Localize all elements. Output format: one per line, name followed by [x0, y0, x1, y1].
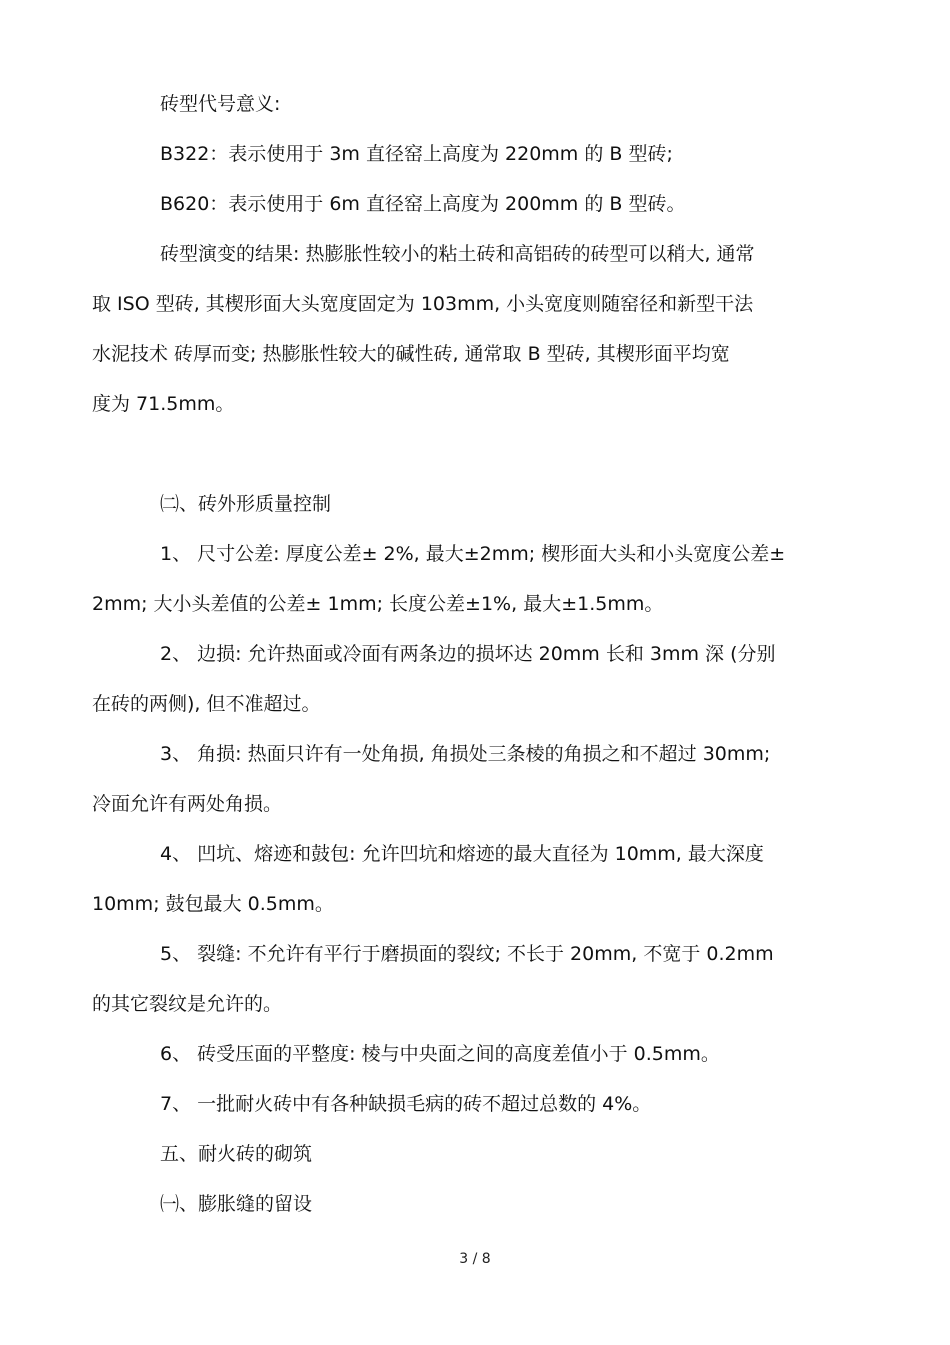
paragraph-evolution-line-3: 水泥技术 砖厚而变; 热膨胀性较大的碱性砖, 通常取 B 型砖, 其楔形面平均宽 — [92, 343, 730, 365]
list-item-4-line-2: 10mm; 鼓包最大 0.5mm。 — [92, 893, 334, 915]
list-item-6: 6、 砖受压面的平整度: 棱与中央面之间的高度差值小于 0.5mm。 — [160, 1043, 720, 1065]
paragraph-b322: B322：表示使用于 3m 直径窑上高度为 220mm 的 B 型砖; — [160, 143, 673, 165]
list-item-4-line-1: 4、 凹坑、熔迹和鼓包: 允许凹坑和熔迹的最大直径为 10mm, 最大深度 — [160, 843, 764, 865]
list-item-7: 7、 一批耐火砖中有各种缺损毛病的砖不超过总数的 4%。 — [160, 1093, 652, 1115]
heading-brick-code-meaning: 砖型代号意义: — [160, 93, 281, 115]
list-item-3-line-2: 冷面允许有两处角损。 — [92, 793, 283, 815]
paragraph-b620: B620：表示使用于 6m 直径窑上高度为 200mm 的 B 型砖。 — [160, 193, 686, 215]
paragraph-evolution-line-1: 砖型演变的结果: 热膨胀性较小的粘土砖和高铝砖的砖型可以稍大, 通常 — [160, 243, 755, 265]
subsection-heading-expansion-joints: ㈠、膨胀缝的留设 — [160, 1193, 313, 1215]
page-number: 3 / 8 — [459, 1251, 491, 1267]
list-item-2-line-1: 2、 边损: 允许热面或冷面有两条边的损坏达 20mm 长和 3mm 深 (分别 — [160, 643, 776, 665]
list-item-1-line-1: 1、 尺寸公差: 厚度公差± 2%, 最大±2mm; 楔形面大头和小头宽度公差± — [160, 543, 786, 565]
section-heading-refractory-masonry: 五、耐火砖的砌筑 — [160, 1143, 313, 1165]
section-heading-shape-quality: ㈡、砖外形质量控制 — [160, 493, 332, 515]
paragraph-evolution-line-2: 取 ISO 型砖, 其楔形面大头宽度固定为 103mm, 小头宽度则随窑径和新型干法 — [92, 293, 754, 315]
list-item-3-line-1: 3、 角损: 热面只许有一处角损, 角损处三条棱的角损之和不超过 30mm; — [160, 743, 771, 765]
list-item-1-line-2: 2mm; 大小头差值的公差± 1mm; 长度公差±1%, 最大±1.5mm。 — [92, 593, 664, 615]
list-item-5-line-1: 5、 裂缝: 不允许有平行于磨损面的裂纹; 不长于 20mm, 不宽于 0.2mm — [160, 943, 774, 965]
paragraph-evolution-line-4: 度为 71.5mm。 — [92, 393, 235, 415]
list-item-2-line-2: 在砖的两侧), 但不准超过。 — [92, 693, 321, 715]
list-item-5-line-2: 的其它裂纹是允许的。 — [92, 993, 283, 1015]
